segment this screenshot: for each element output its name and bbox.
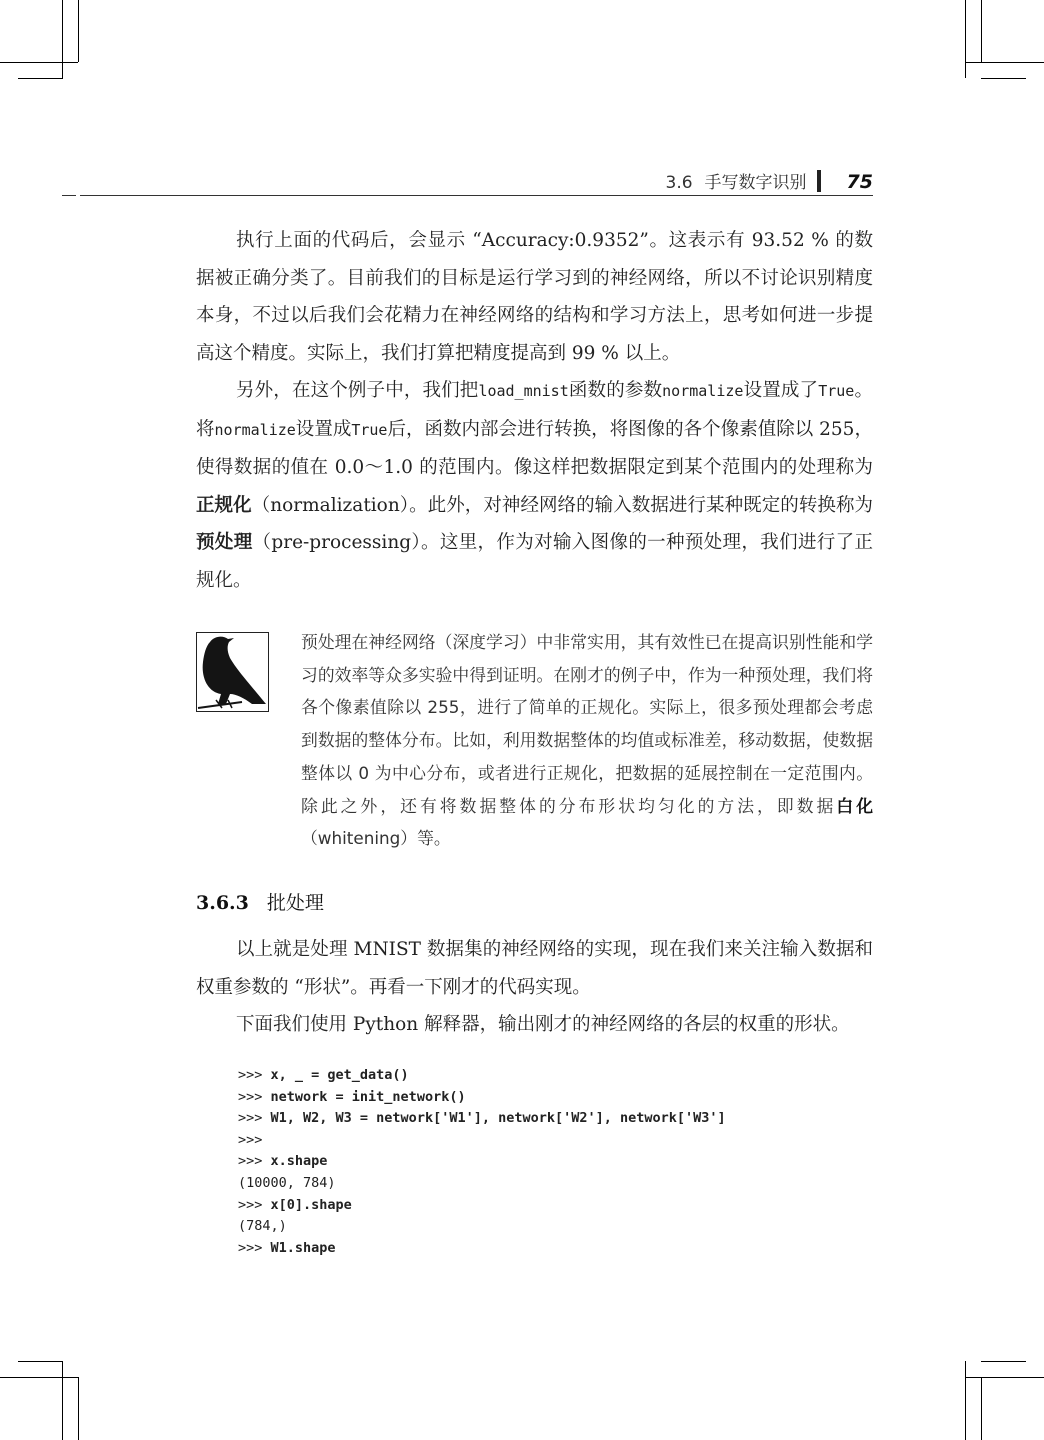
code-line bbox=[238, 1087, 726, 1109]
command: W1.shape bbox=[270, 1239, 336, 1256]
prompt: >>> bbox=[238, 1196, 271, 1213]
crop-mark bbox=[981, 0, 982, 62]
crop-mark bbox=[981, 1377, 982, 1440]
crop-mark bbox=[0, 1377, 78, 1378]
crow-icon bbox=[196, 632, 269, 712]
crop-mark bbox=[965, 1361, 966, 1440]
text: 后，函数内部会进行转换，将图像的各个像素值除以 255，使得数据的值在 0.0～1.0 的范围内。像这样把数据限定到某个范围内的处理称为 bbox=[196, 418, 873, 478]
code-line bbox=[238, 1130, 726, 1152]
prompt: >>> bbox=[238, 1110, 271, 1127]
text: 设置成了 bbox=[743, 380, 819, 401]
command: x.shape bbox=[270, 1153, 328, 1170]
running-header bbox=[0, 168, 873, 193]
crop-mark bbox=[981, 78, 1026, 79]
command: x[0].shape bbox=[270, 1196, 352, 1213]
output: (784,) bbox=[238, 1218, 287, 1235]
text: 预处理在神经网络（深度学习）中非常实用，其有效性已在提高识别性能和学习的效率等众多实验中得到证明。在刚才的例子中，作为一种预处理，我们将各个像素值除以 255，进行了简单的正规化。实际上，很多预处理都会考虑到数据的整体分布。比如，利用数据整体的均值或标准差，移动数据，使数据整体以 0 为中心分布，或者进行正规化，把数据的延展控制在一定范围内。除此之外，还有将数据整体的分布形状均匀化的方法，即数据 bbox=[301, 632, 873, 816]
command: x, _ = get_data() bbox=[270, 1067, 409, 1083]
text: 设置成 bbox=[295, 418, 352, 440]
text: 函数的参数 bbox=[568, 380, 663, 401]
prompt: >>> bbox=[238, 1067, 271, 1083]
subsection-title: 批处理 bbox=[266, 892, 324, 914]
subsection-heading bbox=[196, 888, 324, 915]
crop-mark bbox=[965, 62, 1044, 63]
crop-mark bbox=[78, 0, 79, 62]
text: （normalization）。此外，对神经网络的输入数据进行某种既定的转换称为 bbox=[251, 494, 873, 516]
crop-mark bbox=[18, 78, 63, 79]
code-line bbox=[238, 1173, 726, 1195]
term-normalization: 正规化 bbox=[196, 494, 252, 516]
section-number: 3.6 bbox=[665, 173, 693, 193]
code-line bbox=[238, 1238, 726, 1260]
crop-mark bbox=[965, 1377, 1044, 1378]
header-rule bbox=[80, 195, 873, 196]
crop-mark bbox=[981, 1361, 1026, 1362]
prompt: >>> bbox=[238, 1239, 271, 1256]
text: （whitening）等。 bbox=[301, 828, 451, 849]
inline-code: True bbox=[351, 420, 388, 439]
header-bar bbox=[817, 170, 821, 192]
prompt: >>> bbox=[238, 1153, 271, 1170]
paragraph-shape-intro: 以上就是处理 MNIST 数据集的神经网络的实现，现在我们来关注输入数据和权重参数的 “形状”。再看一下刚才的代码实现。 bbox=[196, 939, 873, 998]
output: (10000, 784) bbox=[238, 1174, 336, 1191]
paragraph-accuracy: 执行上面的代码后，会显示 “Accuracy:0.9352”。这表示有 93.52 % 的数据被正确分类了。目前我们的目标是运行学习到的神经网络，所以不讨论识别精度本身，不过以后我们会花精力在神经网络的结构和学习方法上，思考如何进一步提高这个精度。实际上，我们打算把精度提高到 99 % 以上。 bbox=[196, 230, 873, 364]
prompt: >>> bbox=[238, 1088, 271, 1105]
paragraph-normalize bbox=[196, 372, 873, 599]
text: 。将 bbox=[196, 380, 873, 440]
crop-mark bbox=[62, 1361, 63, 1440]
command: network = init_network() bbox=[270, 1088, 466, 1105]
section-title: 手写数字识别 bbox=[704, 173, 807, 193]
inline-code: True bbox=[818, 382, 855, 400]
paragraph-python-intro: 下面我们使用 Python 解释器，输出刚才的神经网络的各层的权重的形状。 bbox=[236, 1014, 850, 1035]
note-text bbox=[301, 626, 873, 855]
term-whitening: 白化 bbox=[836, 795, 873, 816]
crop-mark bbox=[62, 0, 63, 78]
header-rule-tick bbox=[62, 195, 76, 196]
crop-mark bbox=[965, 0, 966, 78]
code-line bbox=[238, 1151, 726, 1173]
code-block bbox=[238, 1065, 726, 1259]
code-line bbox=[238, 1108, 726, 1130]
code-line bbox=[238, 1216, 726, 1238]
crop-mark bbox=[18, 1361, 63, 1362]
inline-code: load_mnist bbox=[478, 382, 569, 400]
crop-mark bbox=[0, 62, 78, 63]
crop-mark bbox=[78, 1377, 79, 1440]
text: 另外，在这个例子中，我们把 bbox=[236, 380, 479, 401]
inline-code: normalize bbox=[214, 420, 296, 439]
text: （pre-processing）。这里，作为对输入图像的一种预处理，我们进行了正规化。 bbox=[196, 532, 873, 591]
term-preprocessing: 预处理 bbox=[196, 532, 253, 553]
code-line bbox=[238, 1195, 726, 1217]
command: W1, W2, W3 = network['W1'], network['W2'], network['W3'] bbox=[270, 1110, 726, 1127]
code-line bbox=[238, 1065, 726, 1087]
inline-code: normalize bbox=[662, 382, 744, 400]
prompt: >>> bbox=[238, 1131, 263, 1148]
page-number: 75 bbox=[846, 171, 873, 193]
subsection-number: 3.6.3 bbox=[196, 892, 249, 914]
